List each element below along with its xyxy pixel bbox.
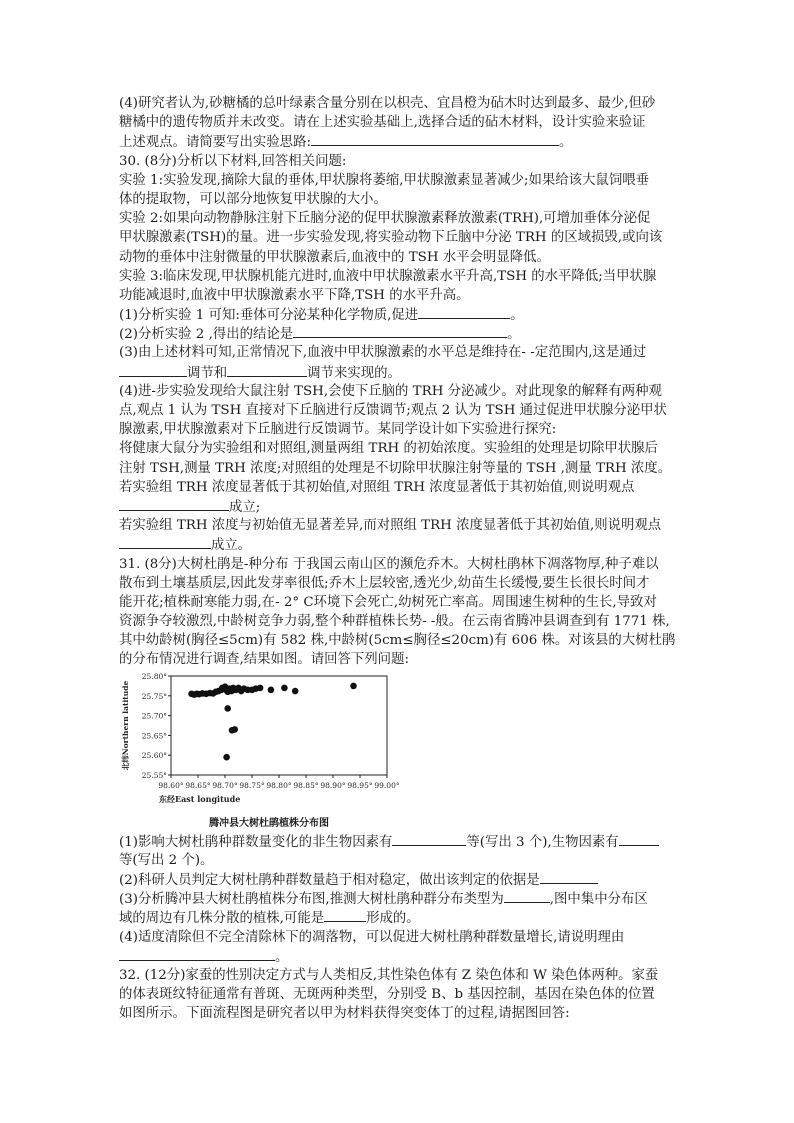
q30-sub4 [119, 497, 679, 516]
q31-sub4-end: 。 [275, 949, 289, 965]
q32-line: 32. (12分)家蚕的性别决定方式与人类相反,其性染色体有 Z 染色体和 W 染色体两种。家蚕 [119, 967, 659, 983]
q31-line: 的分布情况进行调查,结果如图。请回答下列问题: [119, 652, 409, 668]
q30-sub3: (3)由上述材料可知,正常情况下,血液中甲状腺激素的水平总是维持在- -定范围内,这是通过 [119, 345, 647, 361]
y-tick-label: 25.55° [141, 770, 167, 780]
q31-line: 能开花;植株耐寒能力弱,在- 2° C环境下会死亡,幼树死亡率高。周围速生树种的生长,导致对 [119, 594, 657, 610]
x-tick-label: 98.95° [347, 780, 373, 790]
q32-line: 的体表斑纹特征通常有普斑、无斑两种类型，分别受 B、b 基因控制，基因在染色体的位置 [119, 987, 655, 1003]
data-point [257, 684, 264, 691]
q30-sub4: 注射 TSH,测量 TRH 浓度;对照组的处理是不切除甲状腺注射等量的 TSH ,测量 TRH 浓度。 [119, 460, 672, 476]
q32-line: 如图所示。下面流程图是研究者以甲为材料获得突变体丁的过程,请据图回答: [119, 1006, 570, 1022]
chart-title: 腾冲县大树杜鹃植株分布图 [209, 817, 329, 829]
answer-blank[interactable] [119, 363, 187, 377]
y-tick-label: 25.80° [141, 671, 167, 681]
answer-blank[interactable] [227, 363, 307, 377]
q30-sub3-text: 调节和 [187, 365, 228, 381]
distribution-chart [119, 672, 419, 832]
q31-sub3 [119, 908, 679, 927]
q31-sub3-text: 形成的。 [366, 911, 420, 927]
data-point [229, 727, 236, 734]
answer-blank[interactable] [392, 832, 466, 846]
q30-exp2-line: 实验 2:如果向动物静脉注射下丘脑分泌的促甲状腺激素释放激素(TRH),可增加垂体分泌促 [119, 211, 651, 227]
q30-exp3-line: 功能减退时,血液中甲状腺激素水平下降,TSH 的水平升高。 [119, 287, 470, 303]
q30-exp2-line: 动物的垂体中注射微量的甲状腺激素后,血液中的 TSH 水平会明显降低。 [119, 249, 550, 265]
q29-part4-text: 上述观点。请简要写出实验思路: [119, 135, 311, 151]
answer-blank[interactable] [119, 497, 229, 511]
answer-blank[interactable] [504, 889, 550, 903]
q30-sub4: 腺激素,甲状腺激素对下丘脑进行反馈调节。某同学设计如下实验进行探究: [119, 422, 557, 438]
x-tick-label: 98.90° [320, 780, 346, 790]
x-tick-label: 98.70° [212, 780, 238, 790]
q30-exp3-line: 实验 3:临床发现,甲状腺机能亢进时,血液中甲状腺激素水平升高,TSH 的水平降低;当甲状腺 [119, 268, 657, 284]
y-axis-label: 北纬Northern latitude [121, 680, 130, 770]
x-tick-label: 99.00° [374, 780, 400, 790]
x-tick-label: 98.85° [293, 780, 319, 790]
x-tick-label: 98.65° [185, 780, 211, 790]
q31-sub4 [119, 947, 679, 966]
q30-exp1-line: 体的提取物，可以部分地恢复甲状腺的大小。 [119, 191, 387, 207]
q30-sub2-end: 。 [507, 327, 521, 343]
scatter-plot [119, 672, 419, 814]
q30-sub3 [119, 363, 679, 382]
answer-blank[interactable] [119, 947, 275, 961]
q31-sub1: 等(写出 2 个)。 [119, 852, 214, 868]
q30-exp1-line: 实验 1:实验发现,摘除大鼠的垂体,甲状腺将萎缩,甲状腺激素显著减少;如果给该大鼠饲喂垂 [119, 172, 650, 188]
y-tick-label: 25.75° [141, 691, 167, 701]
x-tick-label: 98.80° [266, 780, 292, 790]
answer-blank[interactable] [311, 132, 559, 146]
q31-sub1-text: 等(写出 3 个),生物因素有 [466, 834, 619, 850]
q30-sub1-text: (1)分析实验 1 可知:垂体可分泌某种化学物质,促进 [119, 308, 419, 324]
answer-blank[interactable] [293, 324, 507, 338]
q30-sub4: 点,观点 1 认为 TSH 直接对下丘脑进行反馈调节;观点 2 认为 TSH 通过促进甲状腺分泌甲状 [119, 403, 667, 418]
answer-blank[interactable] [119, 535, 211, 549]
x-axis-label: 东经East longitude [159, 793, 241, 804]
q31-sub3-text: ,图中集中分布区 [549, 892, 648, 908]
answer-blank[interactable] [324, 908, 366, 922]
q29-part4-line: 糖橘中的遗传物质并未改变。请在上述实验基础上,选择合适的砧木材料，设计实验来验证 [119, 115, 646, 131]
q31-sub4: (4)适度清除但不完全清除林下的凋落物，可以促进大树杜鹃种群数量增长,请说明理由 [119, 929, 625, 945]
q31-line: 资源争夺较激烈,中龄树竞争力弱,整个种群植株长势- -般。在云南省腾冲县调查到有 1771 株, [119, 614, 670, 630]
y-tick-label: 25.65° [141, 731, 167, 741]
data-point [350, 682, 357, 689]
exam-page [119, 94, 679, 1024]
answer-blank[interactable] [540, 870, 598, 884]
q30-sub4: 若实验组 TRH 浓度显著低于其初始值,对照组 TRH 浓度显著低于其初始值,则说明观点 [119, 479, 635, 495]
q31-sub1 [119, 832, 679, 851]
data-point [268, 686, 275, 693]
x-tick-label: 98.60° [158, 780, 184, 790]
q30-sub1 [119, 305, 679, 324]
q31-sub3-text: (3)分析腾冲县大树杜鹃植株分布图,推测大树杜鹃种群分布类型为 [119, 892, 504, 908]
answer-blank[interactable] [418, 305, 510, 319]
data-point [224, 705, 231, 712]
q30-exp2-line: 甲状腺激素(TSH)的量。进一步实验发现,将实验动物下丘脑中分泌 TRH 的区域损毁,或向该 [119, 230, 663, 246]
q31-sub2-text: (2)科研人员判定大树杜鹃种群数量趋于相对稳定，做出该判定的依据是 [119, 873, 540, 888]
q29-part4-line [119, 132, 679, 151]
y-tick-label: 25.70° [141, 711, 167, 721]
q30-sub1-end: 。 [510, 308, 524, 324]
q30-sub4 [119, 535, 679, 554]
q29-part4-end: 。 [558, 135, 573, 151]
y-tick-label: 25.60° [141, 750, 167, 760]
q30-sub4: 将健康大鼠分为实验组和对照组,测量两组 TRH 的初始浓度。实验组的处理是切除甲状腺后 [119, 441, 658, 457]
q29-part4-line: (4)研究者认为,砂糖橘的总叶绿素含量分别在以枳壳、宜昌橙为砧木时达到最多、最少,但砂 [119, 96, 656, 111]
answer-blank[interactable] [619, 832, 659, 846]
data-point [292, 687, 299, 694]
q30-sub2 [119, 324, 679, 343]
q31-sub3 [119, 889, 679, 908]
x-tick-label: 98.75° [239, 780, 265, 790]
q31-line: 31. (8分)大树杜鹃是-种分布 于我国云南山区的濒危乔木。大树杜鹃林下凋落物厚,种子难以 [119, 556, 659, 572]
q31-sub1-text: (1)影响大树杜鹃种群数量变化的非生物因素有 [119, 834, 393, 850]
q31-sub2 [119, 870, 679, 889]
q30-sub3-text: 调节来实现的。 [307, 365, 401, 381]
q31-sub3-text: 域的周边有几株分散的植株,可能是 [119, 911, 325, 927]
q30-sub2-text: (2)分析实验 2 ,得出的结论是 [119, 327, 294, 343]
q30-sub4: (4)进-步实验发现给大鼠注射 TSH,会使下丘脑的 TRH 分泌减少。对此现象的解释有两种观 [119, 383, 662, 399]
data-point [281, 684, 288, 691]
data-point [223, 754, 230, 761]
q31-line: 其中幼龄树(胸径≤5cm)有 582 株,中龄树(5cm≤胸径≤20cm)有 606 株。对该县的大树杜鹃 [119, 633, 676, 649]
q30-sub4-text: 成立。 [211, 538, 252, 554]
q30-sub4-text: 成立; [229, 499, 261, 515]
q31-line: 散布到土壤基质层,因此发芽率很低;乔木上层较密,透光少,幼苗生长缓慢,要生长很长时间才 [119, 575, 650, 591]
q30-title: 30. (8分)分析以下材料,回答相关问题: [119, 153, 347, 169]
q30-sub4: 若实验组 TRH 浓度与初始值无显著差异,而对照组 TRH 浓度显著低于其初始值,则说明观点 [119, 518, 662, 534]
